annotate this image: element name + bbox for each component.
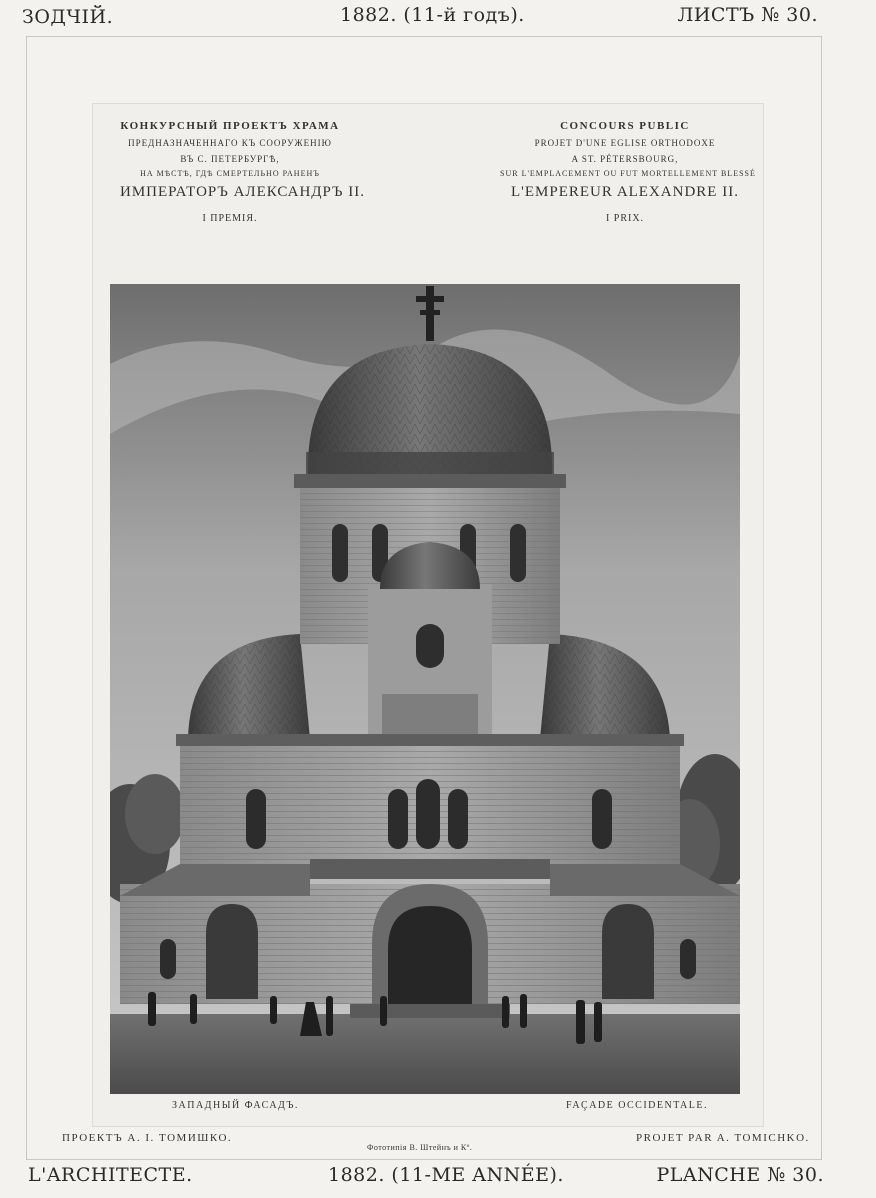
facade-label-fr: FAÇADE OCCIDENTALE. — [566, 1100, 708, 1111]
caption-fr-line5: L'EMPEREUR ALEXANDRE II. — [511, 184, 739, 200]
paved-square — [110, 1014, 740, 1094]
caption-fr-line1: CONCOURS PUBLIC — [560, 120, 690, 132]
caption-french — [500, 120, 756, 224]
caption-ru-line1: КОНКУРСНЫЙ ПРОЕКТЪ ХРАМА — [120, 120, 340, 132]
author-credit-ru: ПРОЕКТЪ А. І. ТОМИШКО. — [62, 1132, 233, 1144]
year-ru: 1882. (11-й годъ). — [340, 4, 525, 26]
right-portal — [602, 904, 654, 999]
caption-ru-line3: ВЪ С. ПЕТЕРБУРГѢ, — [180, 154, 280, 164]
caption-fr-line4: SUR L'EMPLACEMENT OU FUT MORTELLEMENT BLESSÉ — [500, 169, 756, 178]
author-credit-fr: PROJET PAR A. TOMICHKO. — [636, 1132, 810, 1144]
caption-ru-prize: I ПРЕМІЯ. — [202, 213, 258, 224]
church-facade-photograph — [110, 284, 740, 1094]
facade-label-ru: ЗАПАДНЫЙ ФАСАДЪ. — [172, 1100, 299, 1111]
caption-fr-line2: PROJET D'UNE EGLISE ORTHODOXE — [534, 138, 716, 148]
journal-title-fr: L'ARCHITECTE. — [28, 1164, 193, 1186]
sheet-number-ru: ЛИСТЪ № 30. — [677, 4, 818, 26]
caption-fr-line3: A ST. PÉTERSBOURG, — [571, 154, 679, 164]
journal-title-ru: ЗОДЧІЙ. — [22, 6, 114, 28]
caption-russian — [120, 120, 365, 224]
caption-fr-prize: I PRIX. — [605, 213, 645, 224]
caption-ru-line5: ИМПЕРАТОРЪ АЛЕКСАНДРЪ II. — [120, 184, 365, 200]
front-steps — [350, 1004, 510, 1018]
left-portal — [206, 904, 258, 999]
year-fr: 1882. (11-ME ANNÉE). — [328, 1164, 564, 1186]
caption-ru-line2: ПРЕДНАЗНАЧЕННАГО КЪ СООРУЖЕНІЮ — [128, 138, 332, 148]
phototype-credit: Фототипія В. Штейнъ и Кº. — [367, 1143, 473, 1152]
sheet-number-fr: PLANCHE № 30. — [656, 1164, 824, 1186]
caption-ru-line4: НА МѢСТѢ, ГДѢ СМЕРТЕЛЬНО РАНЕНЪ — [140, 169, 320, 178]
